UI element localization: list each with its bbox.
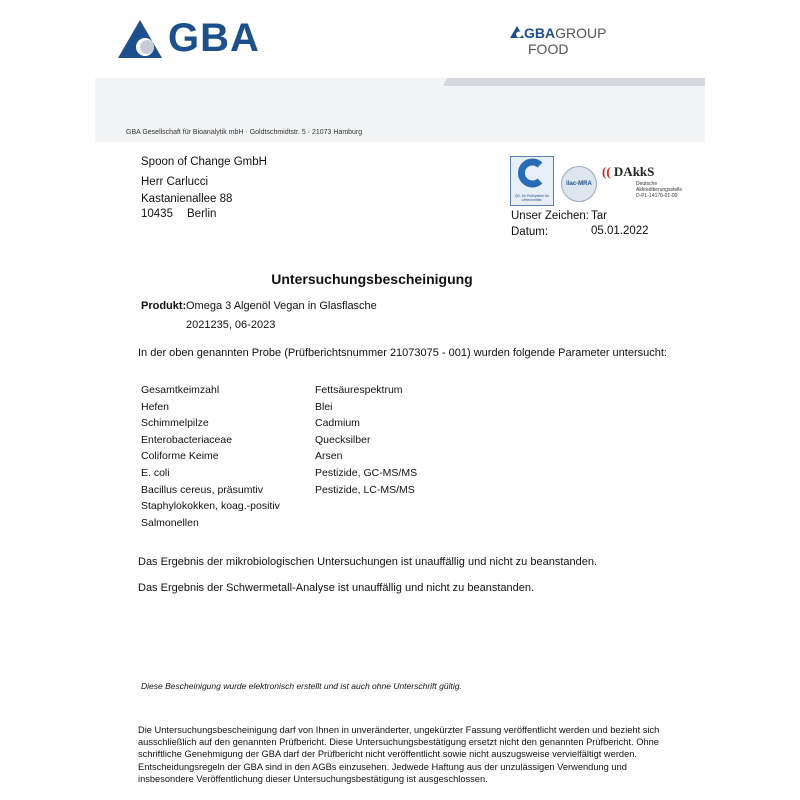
intro-text-part: wurden folgende Parameter untersucht: <box>473 347 667 359</box>
parameter-item: Salmonellen <box>141 516 199 529</box>
parameter-item: Gesamtkeimzahl <box>141 384 220 396</box>
qs-cert-text: QS. Ihr Prüfsystem für Lebensmittel. <box>514 194 550 202</box>
parameter-item: Enterobacteriaceae <box>141 433 233 446</box>
parameter-item: E. coli <box>141 467 170 479</box>
gba-group-logo-bold: GBA <box>524 25 556 41</box>
report-number: (Prüfberichtsnummer 21073075 - 001) <box>284 347 471 359</box>
recipient-company: Spoon of Change GmbH <box>141 156 267 168</box>
gba-group-food: FOOD <box>528 41 569 57</box>
parameter-item: Cadmium <box>315 417 360 430</box>
ref-value: Tar <box>591 210 607 222</box>
ref-label: Unser Zeichen: <box>511 210 589 222</box>
intro-text <box>138 347 667 359</box>
gba-triangle-icon <box>118 20 162 58</box>
gba-group-logo-light: GROUP <box>555 25 607 41</box>
dakks-accreditation-number: D-PL-14170-01-00 <box>636 193 678 199</box>
parameter-item: Blei <box>315 400 333 413</box>
dakks-sub-line: Deutsche <box>636 181 658 187</box>
header-stripe <box>443 78 705 86</box>
parameter-item: Schimmelpilze <box>141 417 209 430</box>
date-label: Datum: <box>511 226 549 238</box>
gba-logo <box>118 16 260 61</box>
dakks-flag-icon: (( <box>602 164 611 179</box>
recipient-zip: 10435 <box>141 208 173 220</box>
product-label: Produkt: <box>141 300 187 312</box>
parameter-item: Staphylokokken, koag.-positiv <box>141 500 280 513</box>
date-value: 05.01.2022 <box>591 225 649 237</box>
electronic-note: Diese Bescheinigung wurde elektronisch erstellt und ist auch ohne Unterschrift gültig. <box>141 681 462 691</box>
recipient-street: Kastanienallee 88 <box>141 193 233 205</box>
result-metals: Das Ergebnis der Schwermetall-Analyse ist unauffällig und nicht zu beanstanden. <box>138 582 535 594</box>
dakks-cert-text: DAkkS <box>613 164 655 179</box>
product-name: Omega 3 Algenöl Vegan in Glasflasche <box>186 300 377 312</box>
product-batch: 2021235, 06-2023 <box>186 319 276 331</box>
parameter-item: Pestizide, LC-MS/MS <box>315 483 415 496</box>
intro-text-part: In der oben genannten Probe <box>138 347 282 359</box>
page-title: Untersuchungsbescheinigung <box>271 271 473 287</box>
gba-triangle-icon <box>510 26 524 38</box>
footer-disclaimer: Die Untersuchungsbescheinigung darf von Ihnen in unveränderter, ungekürzter Fassung veröffentlicht werden und bezieht sich ausschließlich auf den genannten Prüfbericht. Diese Untersuchungsbestätigung ersetzt nicht den genannten Prüfbericht. Ohne schriftliche Genehmigung der GBA darf der Prüfbericht nicht veröffentlicht sowie nicht auszugsweise vervielfältigt werden. Entscheidungsregeln der GBA sind in den AGBs einzusehen. Jedwede Haftung aus der unzulässigen Verwendung und insbesondere Veröffentlichung dieser Untersuchungsbestätigung ist ausgeschlossen. <box>138 725 660 784</box>
parameter-item: Fettsäurespektrum <box>315 384 403 396</box>
qs-cert-logo <box>510 156 554 206</box>
dakks-cert-logo <box>602 163 682 199</box>
parameter-item: Bacillus cereus, präsumtiv <box>141 483 263 496</box>
parameter-item: Coliforme Keime <box>141 450 219 463</box>
recipient-person: Herr Carlucci <box>141 176 209 188</box>
parameter-item: Quecksilber <box>315 433 371 446</box>
parameter-item: Hefen <box>141 400 170 413</box>
sender-line: GBA Gesellschaft für Bioanalytik mbH · Goldtschmidtstr. 5 · 21073 Hamburg <box>126 129 363 136</box>
ilac-cert-logo: ilac-MRA <box>561 166 597 202</box>
result-micro: Das Ergebnis der mikrobiologischen Untersuchungen ist unauffällig und nicht zu beanstanden. <box>138 556 598 568</box>
dakks-sub-line: Akkreditierungsstelle <box>636 187 683 193</box>
parameter-item: Pestizide, GC-MS/MS <box>315 467 418 479</box>
qs-icon <box>511 157 553 189</box>
gba-logo-text: GBA <box>168 16 260 60</box>
parameter-item: Arsen <box>315 450 343 463</box>
recipient-city: Berlin <box>187 208 217 220</box>
gba-group-logo <box>510 25 606 41</box>
